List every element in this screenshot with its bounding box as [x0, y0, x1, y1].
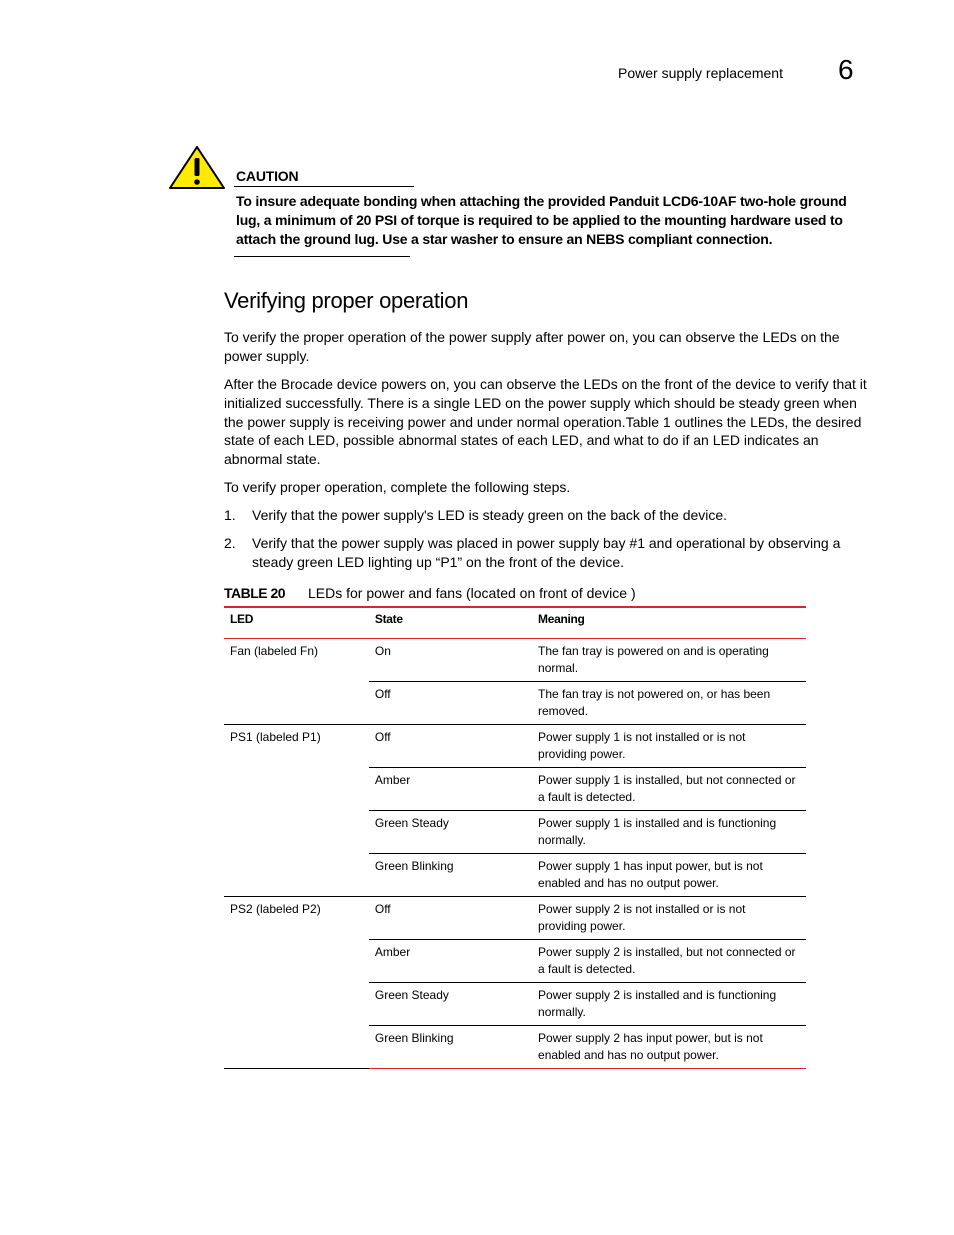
meaning-cell: Power supply 2 is installed, but not connected or a fault is detected.: [532, 940, 806, 983]
meaning-cell: Power supply 1 is not installed or is not providing power.: [532, 725, 806, 768]
warning-triangle-icon: [168, 145, 226, 190]
state-cell: On: [369, 639, 532, 682]
meaning-cell: Power supply 1 has input power, but is not enabled and has no output power.: [532, 854, 806, 897]
state-cell: Green Steady: [369, 811, 532, 854]
table-row: [224, 768, 806, 811]
meaning-cell: Power supply 1 is installed, but not connected or a fault is detected.: [532, 768, 806, 811]
meaning-cell: Power supply 1 is installed and is functioning normally.: [532, 811, 806, 854]
meaning-cell: The fan tray is not powered on, or has been removed.: [532, 682, 806, 725]
table-row: [224, 811, 806, 854]
table-row: [224, 983, 806, 1026]
state-cell: Off: [369, 682, 532, 725]
led-table: [224, 606, 806, 1069]
header-led: LED: [224, 607, 369, 639]
caution-divider-top: [234, 186, 414, 187]
led-cell: PS1 (labeled P1): [230, 730, 321, 744]
meaning-cell: Power supply 2 is not installed or is not providing power.: [532, 897, 806, 940]
step-number: 2.: [224, 535, 236, 551]
led-cell: [224, 768, 369, 811]
table-row: [224, 940, 806, 983]
table-header-row: [224, 607, 806, 639]
led-cell: [224, 940, 369, 983]
table-row: [224, 725, 806, 768]
header-state: State: [369, 607, 532, 639]
section-heading: Verifying proper operation: [224, 288, 469, 313]
led-cell: [224, 811, 369, 854]
state-cell: Off: [369, 897, 532, 940]
header-meaning: Meaning: [532, 607, 806, 639]
led-cell: [224, 983, 369, 1026]
table-row: [224, 854, 806, 897]
caution-label: CAUTION: [236, 168, 299, 184]
table-row: [224, 1026, 806, 1069]
table-row: [224, 897, 806, 940]
running-header-title: Power supply replacement: [618, 65, 783, 81]
description-paragraph: After the Brocade device powers on, you can observe the LEDs on the front of the device to verify that it initialized successfully. There is a single LED on the power supply which should be steady green when the power supply is receiving power and under normal operation.Table 1 outlines the LEDs, the desired state of each LED, possible abnormal states of each LED, and what to do if an LED indicates an abnormal state.: [224, 376, 867, 468]
led-cell: [224, 854, 369, 897]
table-row: [224, 682, 806, 725]
state-cell: Off: [369, 725, 532, 768]
step-text: Verify that the power supply was placed in power supply bay #1 and operational by observing a steady green LED lighting up “P1” on the front of the device.: [252, 535, 841, 570]
caution-divider-bottom: [234, 256, 410, 257]
state-cell: Amber: [369, 768, 532, 811]
state-cell: Green Steady: [369, 983, 532, 1026]
step-text: Verify that the power supply's LED is steady green on the back of the device.: [252, 507, 728, 523]
step-number: 1.: [224, 507, 236, 523]
led-cell: Fan (labeled Fn): [230, 644, 319, 658]
table-row: [224, 639, 806, 682]
led-cell: PS2 (labeled P2): [230, 902, 321, 916]
meaning-cell: Power supply 2 is installed and is functioning normally.: [532, 983, 806, 1026]
chapter-number: 6: [838, 54, 854, 85]
led-cell: [224, 682, 369, 725]
table-number: TABLE 20: [224, 585, 286, 601]
state-cell: Amber: [369, 940, 532, 983]
meaning-cell: The fan tray is powered on and is operating normal.: [532, 639, 806, 682]
meaning-cell: Power supply 2 has input power, but is not enabled and has no output power.: [532, 1026, 806, 1069]
intro-paragraph: To verify the proper operation of the power supply after power on, you can observe the LEDs on the power supply.: [224, 329, 840, 364]
table-caption: LEDs for power and fans (located on front of device ): [308, 585, 636, 601]
caution-text: To insure adequate bonding when attaching the provided Panduit LCD6-10AF two-hole ground lug, a minimum of 20 PSI of torque is required to be applied to the mounting hardware used to attach the ground lug. Use a star washer to ensure an NEBS compliant connection.: [236, 193, 847, 247]
state-cell: Green Blinking: [369, 1026, 532, 1069]
steps-intro: To verify proper operation, complete the following steps.: [224, 479, 571, 495]
state-cell: Green Blinking: [369, 854, 532, 897]
led-cell: [224, 1026, 369, 1069]
